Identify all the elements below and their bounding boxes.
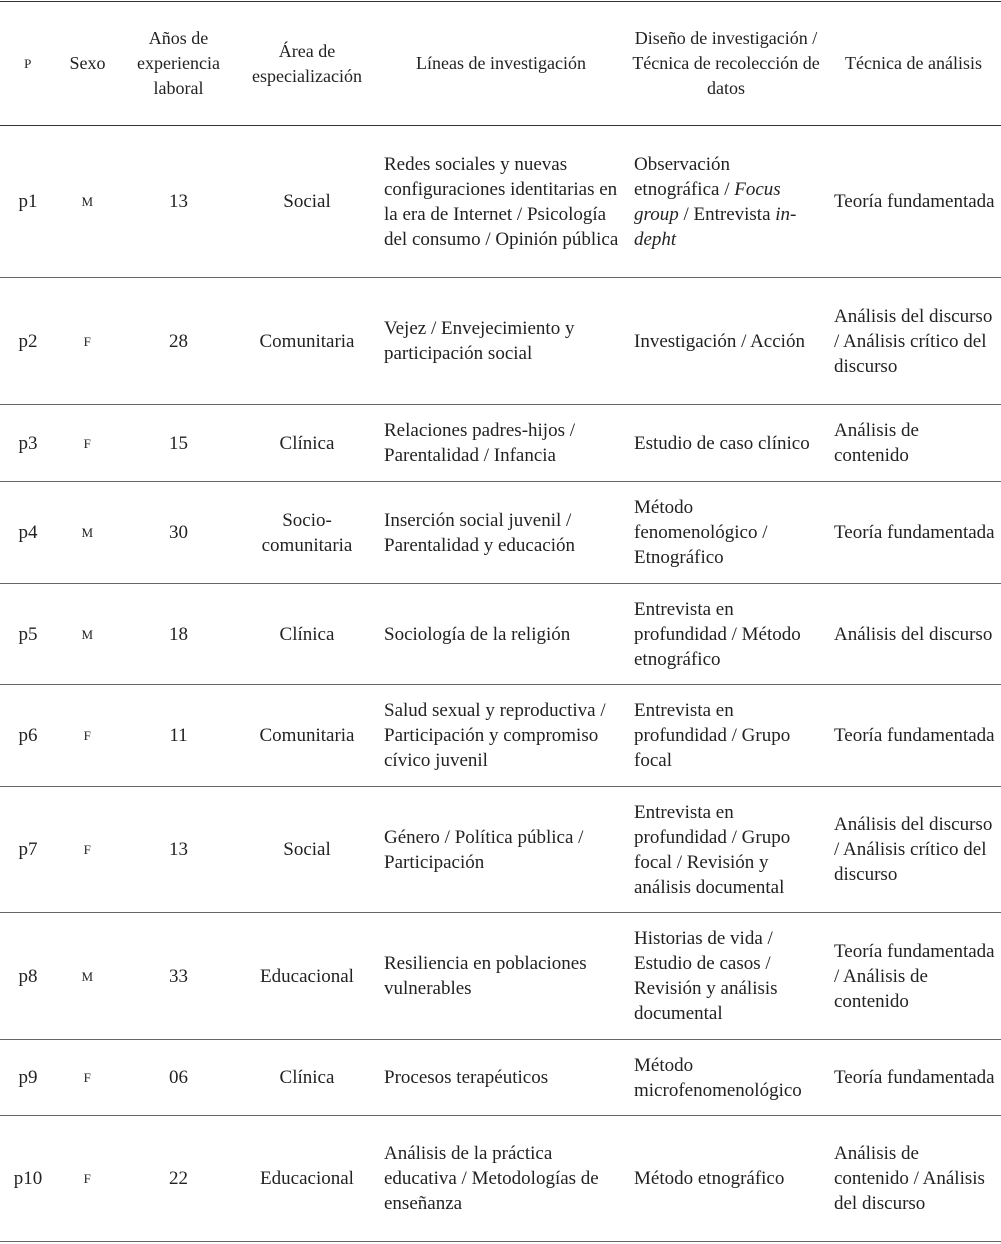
cell-sexo: F	[83, 728, 92, 743]
header-p: P	[24, 56, 32, 71]
cell-diseno: Estudio de caso clínico	[634, 432, 810, 454]
cell-lineas: Vejez / Envejecimiento y participación social	[384, 318, 575, 364]
diseno-text-a: Observación etnográfica /	[634, 153, 735, 200]
cell-sexo: F	[83, 333, 92, 349]
cell-tecnica: Análisis del discurso	[834, 623, 993, 645]
cell-tecnica: Teoría fundamentada	[834, 191, 995, 212]
cell-diseno: Entrevista en profundidad / Método etnográfico	[634, 598, 801, 670]
cell-lineas: Procesos terapéuticos	[384, 1067, 549, 1088]
cell-tecnica: Análisis de contenido / Análisis del discurso	[834, 1143, 985, 1214]
header-diseno: Diseño de investigación / Técnica de recolección de datos	[632, 28, 820, 98]
cell-lineas: Género / Política pública / Participación	[384, 826, 584, 873]
cell-lineas: Sociología de la religión	[384, 623, 571, 645]
header-anos: Años de experiencia laboral	[137, 28, 220, 98]
cell-diseno: Método microfenomenológico	[634, 1054, 802, 1101]
diseno-text-b: / Entrevista	[678, 203, 776, 225]
cell-anos: 13	[169, 191, 188, 212]
cell-area: Comunitaria	[259, 725, 355, 746]
table-header	[0, 2, 1001, 126]
cell-area: Clínica	[279, 1067, 335, 1088]
header-area: Área de especialización	[252, 40, 362, 86]
cell-p: p3	[18, 432, 38, 454]
cell-tecnica: Análisis del discurso / Análisis crítico del discurso	[834, 814, 993, 885]
cell-tecnica: Teoría fundamentada / Análisis de contenido	[834, 940, 995, 1012]
cell-diseno: Método fenomenológico / Etnográfico	[634, 497, 768, 568]
cell-sexo: F	[83, 1171, 92, 1186]
table-row	[0, 482, 1001, 584]
area-line-2: comunitaria	[261, 534, 353, 556]
cell-tecnica: Teoría fundamentada	[834, 725, 995, 746]
cell-p: p6	[18, 725, 38, 746]
header-tecnica: Técnica de análisis	[845, 53, 982, 73]
table-row	[0, 584, 1001, 685]
cell-diseno: Entrevista en profundidad / Grupo focal	[634, 700, 791, 771]
cell-p: p10	[13, 1168, 43, 1189]
cell-p: p5	[18, 623, 38, 645]
header-sexo: Sexo	[69, 53, 106, 73]
cell-area	[238, 482, 376, 584]
cell-p: p1	[18, 191, 38, 212]
table-row	[0, 126, 1001, 278]
cell-sexo: M	[81, 194, 94, 209]
cell-anos: 22	[169, 1168, 188, 1189]
cell-p: p4	[18, 522, 38, 543]
cell-tecnica: Teoría fundamentada	[834, 1067, 995, 1088]
cell-anos: 15	[169, 432, 188, 454]
cell-anos: 28	[169, 330, 188, 352]
cell-p: p2	[18, 330, 38, 352]
cell-anos: 30	[169, 522, 188, 543]
table-row	[0, 685, 1001, 787]
table-row	[0, 913, 1001, 1040]
cell-tecnica: Análisis de contenido	[834, 420, 919, 466]
cell-lineas: Resiliencia en poblaciones vulnerables	[384, 953, 587, 999]
table-row	[0, 787, 1001, 913]
cell-diseno: Método etnográfico	[634, 1168, 785, 1189]
table-row	[0, 405, 1001, 482]
cell-sexo: M	[81, 626, 94, 642]
cell-anos: 11	[169, 725, 188, 746]
table-body	[0, 126, 1001, 1242]
cell-anos: 06	[169, 1067, 188, 1088]
cell-lineas: Redes sociales y nuevas configuraciones identitarias en la era de Internet / Psicología del consumo / Opinión pública	[384, 153, 619, 250]
header-row	[0, 2, 1001, 126]
cell-area: Social	[283, 191, 331, 212]
diseno-italic-a: Focus group	[634, 178, 781, 225]
cell-anos: 13	[169, 839, 188, 860]
cell-area: Educacional	[260, 965, 354, 987]
participants-table	[0, 1, 1001, 1242]
cell-area: Educacional	[260, 1168, 354, 1189]
cell-anos: 18	[169, 623, 188, 645]
cell-p: p8	[18, 965, 38, 987]
cell-area: Clínica	[279, 432, 335, 454]
cell-lineas: Salud sexual y reproductiva / Participación y compromiso cívico juvenil	[384, 700, 606, 771]
cell-sexo: M	[81, 525, 94, 540]
cell-area: Social	[283, 839, 331, 860]
cell-tecnica: Teoría fundamentada	[834, 522, 995, 543]
table-row	[0, 1040, 1001, 1116]
table-row	[0, 1116, 1001, 1242]
area-line-1: Socio-	[282, 509, 332, 531]
header-lineas: Líneas de investigación	[416, 53, 586, 73]
cell-p: p7	[18, 839, 38, 860]
cell-sexo: F	[83, 842, 92, 857]
cell-sexo: F	[83, 1070, 92, 1085]
diseno-italic-b: in-depht	[634, 203, 797, 250]
cell-lineas: Relaciones padres-hijos / Parentalidad / Infancia	[384, 420, 576, 466]
table-row	[0, 278, 1001, 405]
cell-diseno: Investigación / Acción	[634, 330, 805, 352]
cell-area: Clínica	[279, 623, 335, 645]
cell-sexo: F	[83, 435, 92, 451]
cell-diseno	[626, 126, 826, 278]
cell-anos: 33	[169, 965, 188, 987]
cell-sexo: M	[81, 968, 94, 984]
cell-tecnica: Análisis del discurso / Análisis crítico del discurso	[834, 305, 993, 377]
cell-area: Comunitaria	[259, 330, 355, 352]
cell-lineas: Inserción social juvenil / Parentalidad y educación	[384, 509, 575, 556]
cell-p: p9	[18, 1067, 38, 1088]
cell-diseno: Entrevista en profundidad / Grupo focal / Revisión y análisis documental	[634, 801, 791, 898]
cell-diseno: Historias de vida / Estudio de casos / Revisión y análisis documental	[634, 928, 778, 1024]
cell-lineas: Análisis de la práctica educativa / Metodologías de enseñanza	[384, 1143, 599, 1214]
